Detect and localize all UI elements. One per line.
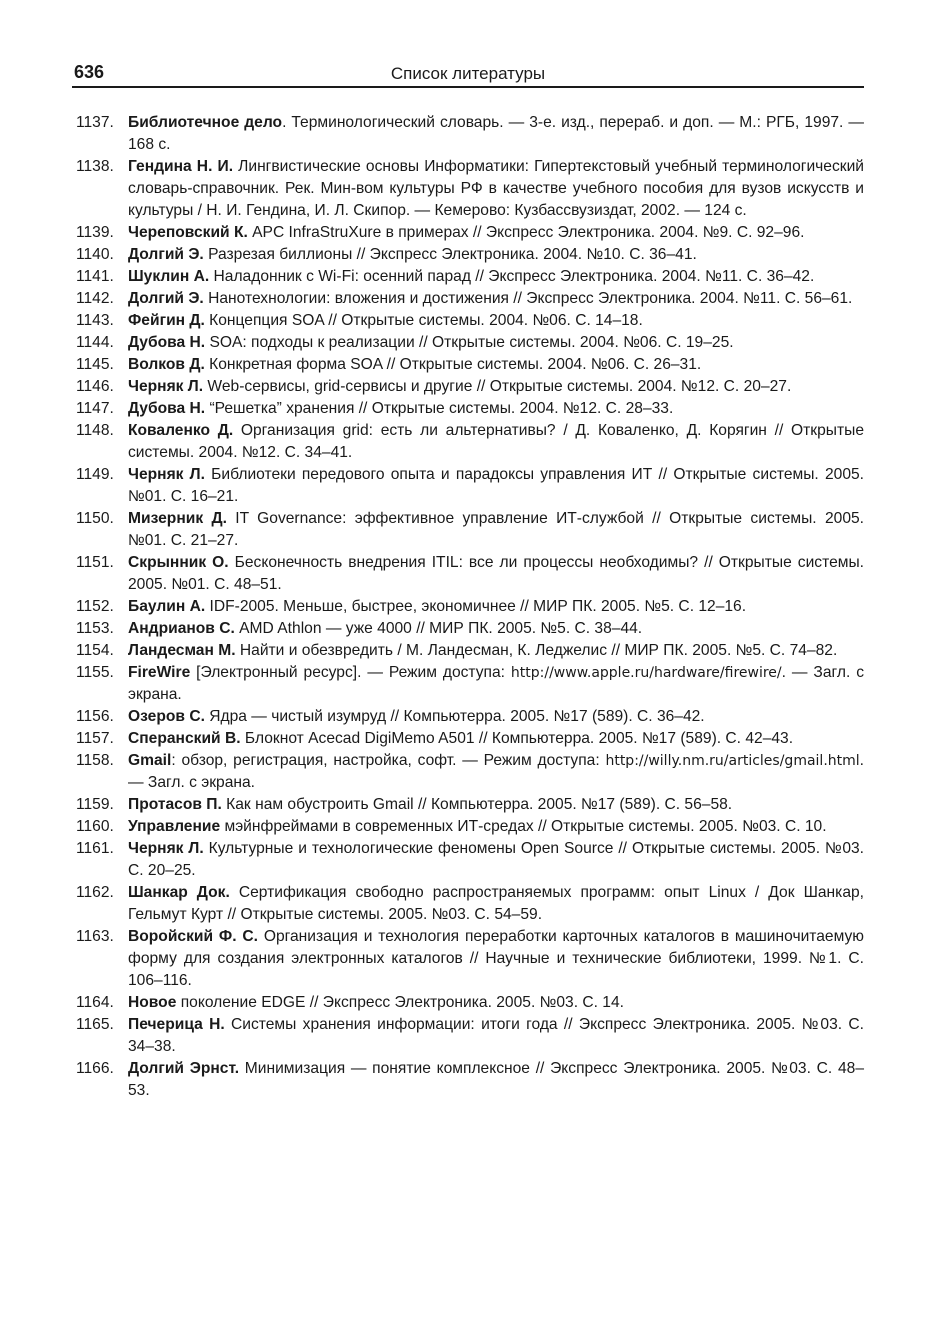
reference-number: 1152. — [76, 598, 114, 615]
reference-item — [72, 332, 864, 354]
reference-text: Минимизация — понятие комплексное // Экспресс Электроника. 2005. №03. С. 48–53. — [128, 1060, 864, 1099]
reference-item — [72, 376, 864, 398]
reference-author: Дубова Н. — [128, 400, 206, 417]
reference-author: Библиотечное дело — [128, 114, 283, 131]
reference-text: Системы хранения информации: итоги года // Экспресс Электроника. 2005. №03. С. 34–38. — [128, 1016, 864, 1055]
reference-author: Череповский К. — [128, 224, 248, 241]
reference-number: 1153. — [76, 620, 114, 637]
reference-number: 1138. — [76, 158, 114, 175]
reference-text: Разрезая биллионы // Экспресс Электроника. 2004. №10. С. 36–41. — [203, 246, 697, 263]
reference-author: FireWire — [128, 664, 191, 681]
reference-number: 1146. — [76, 378, 114, 395]
reference-author: Скрынник О. — [128, 554, 229, 571]
reference-number: 1150. — [76, 510, 114, 527]
reference-number: 1155. — [76, 664, 114, 681]
reference-text: Web-сервисы, grid-сервисы и другие // Открытые системы. 2004. №12. С. 20–27. — [203, 378, 792, 395]
reference-number: 1143. — [76, 312, 114, 329]
running-title: Список литературы — [390, 64, 546, 83]
reference-text: Организация и технология переработки карточных каталогов в машиночитаемую форму для создания электронных каталогов // Научные и технические библиотеки, 1999. №1. С. 106–116. — [128, 928, 864, 989]
reference-author: Мизерник Д. — [128, 510, 227, 527]
reference-text: . Терминологический словарь. — 3-е. изд., перераб. и доп. — М.: РГБ, 1997. — 168 с. — [128, 114, 864, 153]
reference-number: 1154. — [76, 642, 114, 659]
reference-author: Гендина Н. И. — [128, 158, 234, 175]
reference-number: 1142. — [76, 290, 114, 307]
reference-author: Волков Д. — [128, 356, 205, 373]
reference-text: IDF-2005. Меньше, быстрее, экономичнее // МИР ПК. 2005. №5. С. 12–16. — [205, 598, 747, 615]
reference-text: SOA: подходы к реализации // Открытые системы. 2004. №06. С. 19–25. — [205, 334, 734, 351]
reference-number: 1161. — [76, 840, 114, 857]
reference-number: 1141. — [76, 268, 114, 285]
page-number: 636 — [74, 62, 105, 82]
reference-number: 1147. — [76, 400, 114, 417]
reference-author: Черняк Л. — [128, 466, 205, 483]
reference-number: 1159. — [76, 796, 114, 813]
reference-number: 1151. — [76, 554, 114, 571]
reference-item — [72, 420, 864, 464]
reference-text: Нанотехнологии: вложения и достижения // Экспресс Электроника. 2004. №11. С. 56–61. — [203, 290, 853, 307]
reference-author: Печерица Н. — [128, 1016, 225, 1033]
reference-text: Найти и обезвредить / М. Ландесман, К. Леджелис // МИР ПК. 2005. №5. С. 74–82. — [235, 642, 838, 659]
reference-text: Организация grid: есть ли альтернативы? / Д. Коваленко, Д. Корягин // Открытые системы. 2004. №12. С. 34–41. — [128, 422, 864, 461]
reference-number: 1160. — [76, 818, 114, 835]
reference-item — [72, 816, 864, 838]
reference-item — [72, 288, 864, 310]
reference-text: APC InfraStruXure в примерах // Экспресс Электроника. 2004. №9. С. 92–96. — [247, 224, 805, 241]
reference-item — [72, 838, 864, 882]
reference-author: Долгий Э. — [128, 246, 204, 263]
reference-number: 1158. — [76, 752, 114, 769]
reference-author: Управление — [128, 818, 221, 835]
reference-author: Ландесман М. — [128, 642, 236, 659]
reference-author: Шуклин А. — [128, 268, 210, 285]
reference-item — [72, 156, 864, 222]
reference-item — [72, 222, 864, 244]
reference-item — [72, 112, 864, 156]
reference-number: 1145. — [76, 356, 114, 373]
reference-number: 1166. — [76, 1060, 114, 1077]
reference-text: мэйнфреймами в современных ИТ-средах // Открытые системы. 2005. №03. С. 10. — [220, 818, 827, 835]
reference-number: 1139. — [76, 224, 114, 241]
reference-number: 1165. — [76, 1016, 114, 1033]
reference-item — [72, 618, 864, 640]
reference-number: 1163. — [76, 928, 114, 945]
reference-text: Концепция SOA // Открытые системы. 2004. №06. С. 14–18. — [204, 312, 643, 329]
reference-text: AMD Athlon — уже 4000 // МИР ПК. 2005. №5. С. 38–44. — [234, 620, 643, 637]
reference-item — [72, 354, 864, 376]
reference-author: Шанкар Док. — [128, 884, 230, 901]
reference-text: : обзор, регистрация, настройка, софт. — Режим доступа: — [171, 752, 606, 769]
book-page — [72, 60, 865, 1099]
reference-text: Ядра — чистый изумруд // Компьютерра. 2005. №17 (589). С. 36–42. — [204, 708, 705, 725]
reference-author: Gmail — [128, 752, 172, 769]
reference-item — [72, 596, 864, 618]
reference-item — [72, 1058, 864, 1102]
reference-text: IT Governance: эффективное управление ИТ-службой // Открытые системы. 2005. №01. С. 21–27. — [128, 510, 864, 549]
reference-text: Наладонник с Wi-Fi: осенний парад // Экспресс Электроника. 2004. №11. С. 36–42. — [209, 268, 815, 285]
page-header — [72, 60, 864, 88]
reference-author: Озеров С. — [128, 708, 205, 725]
reference-item — [72, 662, 864, 706]
reference-text: Блокнот Acecad DigiMemo A501 // Компьютерра. 2005. №17 (589). С. 42–43. — [240, 730, 794, 747]
reference-author: Андрианов С. — [128, 620, 235, 637]
reference-text: Как нам обустроить Gmail // Компьютерра. 2005. №17 (589). С. 56–58. — [221, 796, 733, 813]
reference-text: Сертификация свободно распространяемых программ: опыт Linux / Док Шанкар, Гельмут Курт // Открытые системы. 2005. №03. С. 54–59. — [128, 884, 864, 923]
reference-item — [72, 266, 864, 288]
reference-text: Культурные и технологические феномены Open Source // Открытые системы. 2005. №03. С. 20–25. — [128, 840, 864, 879]
reference-item — [72, 992, 864, 1014]
reference-text: Библиотеки передового опыта и парадоксы управления ИТ // Открытые системы. 2005. №01. С. 16–21. — [128, 466, 864, 505]
reference-author: Сперанский В. — [128, 730, 241, 747]
reference-author: Протасов П. — [128, 796, 222, 813]
reference-item — [72, 728, 864, 750]
reference-url: http://willy.nm.ru/articles/gmail.html — [605, 753, 860, 769]
reference-text: поколение EDGE // Экспресс Электроника. 2005. №03. С. 14. — [176, 994, 624, 1011]
reference-author: Черняк Л. — [128, 840, 204, 857]
reference-text: [Электронный ресурс]. — Режим доступа: — [190, 664, 511, 681]
reference-number: 1162. — [76, 884, 114, 901]
reference-number: 1164. — [76, 994, 114, 1011]
reference-url: http://www.apple.ru/hardware/firewire/ — [510, 665, 782, 681]
reference-item — [72, 398, 864, 420]
reference-author: Дубова Н. — [128, 334, 206, 351]
reference-number: 1156. — [76, 708, 114, 725]
reference-author: Баулин А. — [128, 598, 206, 615]
reference-list — [72, 112, 864, 1102]
reference-item — [72, 244, 864, 266]
reference-text-end: . — Загл. с экрана. — [128, 752, 864, 791]
reference-item — [72, 508, 864, 552]
reference-item — [72, 926, 864, 992]
reference-text: Конкретная форма SOA // Открытые системы. 2004. №06. С. 26–31. — [204, 356, 702, 373]
reference-number: 1157. — [76, 730, 114, 747]
reference-text-end: . — Загл. с экрана. — [128, 664, 864, 703]
reference-number: 1144. — [76, 334, 114, 351]
reference-text: Лингвистические основы Информатики: Гипертекстовый учебный терминологический словарь-справочник. Рек. Мин-вом культуры РФ в качестве учебного пособия для вузов искусств и культуры / Н. И. Гендина, И. Л. Скипор. — Кемерово: Кузбассвузиздат, 2002. — 124 с. — [128, 158, 865, 219]
reference-item — [72, 640, 864, 662]
reference-item — [72, 706, 864, 728]
reference-text: “Решетка” хранения // Открытые системы. 2004. №12. С. 28–33. — [205, 400, 674, 417]
reference-item — [72, 882, 864, 926]
reference-number: 1140. — [76, 246, 114, 263]
reference-item — [72, 552, 864, 596]
reference-number: 1137. — [76, 114, 114, 131]
reference-item — [72, 794, 864, 816]
reference-number: 1148. — [76, 422, 114, 439]
reference-item — [72, 310, 864, 332]
reference-author: Воройский Ф. С. — [128, 928, 258, 945]
reference-author: Долгий Э. — [128, 290, 204, 307]
reference-author: Долгий Эрнст. — [128, 1060, 240, 1077]
reference-author: Черняк Л. — [128, 378, 204, 395]
reference-item — [72, 750, 864, 794]
reference-author: Фейгин Д. — [128, 312, 205, 329]
reference-text: Бесконечность внедрения ITIL: все ли процессы необходимы? // Открытые системы. 2005. №01. С. 48–51. — [128, 554, 865, 593]
reference-item — [72, 1014, 864, 1058]
reference-number: 1149. — [76, 466, 114, 483]
reference-author: Новое — [128, 994, 177, 1011]
reference-item — [72, 464, 864, 508]
reference-author: Коваленко Д. — [128, 422, 234, 439]
